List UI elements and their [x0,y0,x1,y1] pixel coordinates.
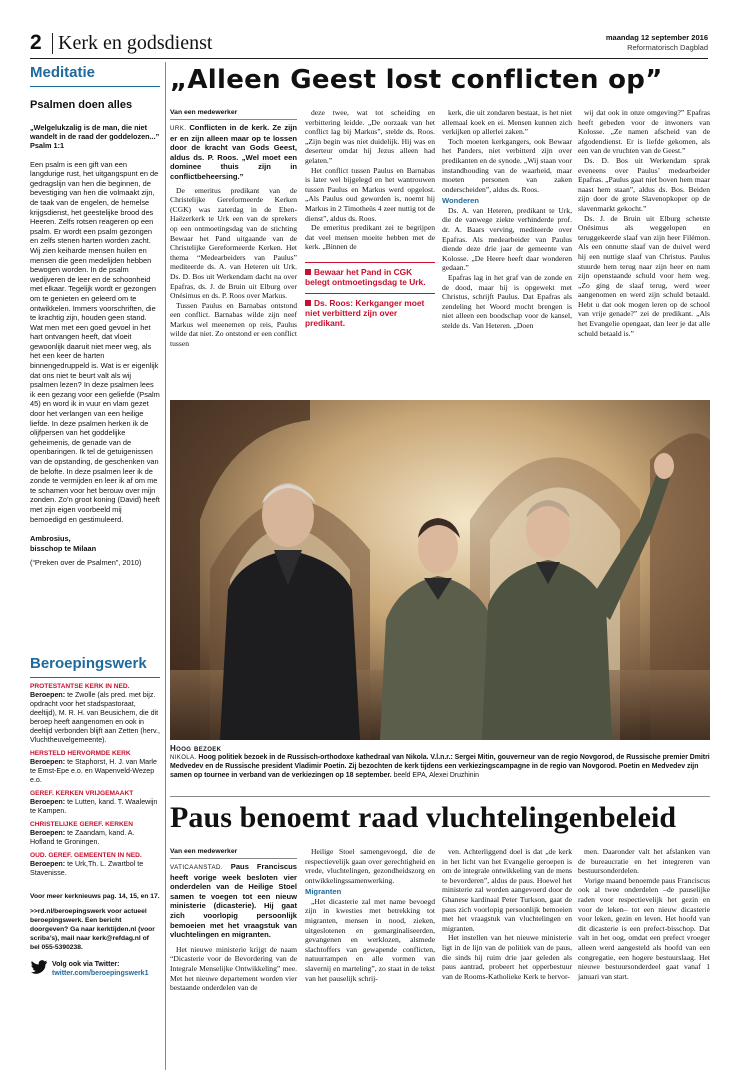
page-number: 2 [30,31,42,54]
article1-col1-text [170,186,297,349]
twitter-bird-icon [30,960,48,975]
twitter-label: Volg ook via Twitter: [52,961,120,968]
twitter-block [30,960,160,978]
article1-lead-text: Conflicten in de kerk. Ze zijn er en zijn alleen maar op te lossen door de kracht van Gods Geest, aldus ds. P. Roos. „Wel moet een dominee thuis zijn in conflictbeheersing.” [170,123,297,181]
beroeping-text: te Staphorst, H. J. van Marle te Emst-Epe e.o. en Wapenveld-Wezep e.o. [30,758,157,784]
article1-column-1 [170,108,297,349]
article1-headline: „Alleen Geest lost conflicten op” [170,65,663,95]
beroepingswerk-label: Beroepingswerk [30,653,160,678]
paragraph: men. Daaronder valt het afslanken van de bureaucratie en het integreren van bestuursonderdelen. [578,847,710,876]
meditatie-source: (“Preken over de Psalmen”, 2010) [30,558,142,568]
church-name: PROTESTANTSE KERK IN NED. [30,683,130,690]
paragraph: kerk, die uit zondaren bestaat, is het niet allemaal koek en ei. Mensen kunnen zich verkijken op allerlei zaken.” [442,108,572,137]
beroeping-entry [30,691,160,745]
beroeping-entry [30,860,160,878]
beroeping-label: Beroepen: [30,691,66,699]
red-square-icon [305,300,311,306]
beroeping-text: te Zwolle (als pred. met bijz. opdracht voor het stadspastoraat, deeltijd), M. R. H. van Beusichem, die dit beroep heeft aangenomen en ook in deeltijd verbonden blijft aan Zetten (herv., Vluchtheuvelgemeente). [30,691,160,744]
photo-caption-place: NIKOLA. [170,755,197,761]
paragraph: Tussen Paulus en Barnabas ontstond een conflict. Barnabas wilde zijn neef Markus wel meenemen op reis, Paulus wilde dat niet. Zo ontstond er een conflict tussen [170,300,297,349]
article2-lead-text: Paus Franciscus heeft vorige week besloten vier onderdelen van de Heilige Stoel samen te voegen tot een nieuw ministerie (dicasterie). Hij gaat zich voorlopig persoonlijk bemoeien met het vraagstuk van vluchtelingen en migranten. [170,862,297,940]
meditatie-title: Psalmen doen alles [30,99,133,111]
paragraph: Heilige Stoel samengevoegd, die de respectievelijk gaan over gerechtigheid en vrede, vluchtelingen, gezondheidszorg en ontwikkelingssamenwerking. [305,847,435,885]
paragraph: Ds. A. van Heteren, predikant te Urk, die de vanwege ziekte verhinderde prof. dr. A. Baars verving, mediteerde over Epafras. Als medearbeider van Paulus diende deze drie jaar de gemeente van Kolosse. „De Heere heeft daar wonderen gedaan.” [442,205,572,273]
article2-dateline: VATICAANSTAD. [170,864,223,871]
meditatie-body: Een psalm is een gift van een langdurige rust, het uitgangspunt en de gedragslijn van hen die beginnen, de bevestiging van hen die volmaakt zijn, de taak van de engelen, de hemelse krijgsdienst, het geestelijke brood des Heeren. Zelfs rotsen reageren op een psalm. Er wordt een psalm gezongen en zelfs stenen harten worden zacht. Wij zien keiharde mensen huilen en mensen die geen medelijden hebben bewogen worden. In de psalm wedijveren de leer en de schoonheid met elkaar. Tegelijk wordt er gezongen om te genieten en geleerd om te ontwikkelen. Immers voorschriften, die te krachtig zijn, houden geen stand. Wat men met een goed gevoel in het hart ontvangen heeft, dat vloeit gewoonlijk daaruit niet meer weg, als het een keer de harten binnengedruppeld is. Wat is er eigenlijk dat ons niet te beurt valt als wij psalmen lezen? In deze psalmen lees ik een gezang voor een geliefde (Psalm 45) en word ik in vuur en vlam gezet door het verlangen van een heilige liefde. In deze psalmen herken ik de olijfpersen van het goddelijke geheimenis, de genade van de openbaringen. Ik tel de getuigenissen van de opstanding, de geschenken van de belofte. In deze psalmen leer ik de zonde te vermijden en leer ik af om me te schamen voor het berouw over mijn zonden. Zo’n groot koning (David) heeft met zijn eigen voorbeeld mij bemoedigd en gestimuleerd. [30,159,160,524]
beroepingswerk-list [30,682,160,878]
article2-col2-text [305,847,435,885]
header-date: maandag 12 september 2016 [605,33,708,42]
paragraph: Ds. D. Bos uit Werkendam sprak eveneens over Paulus’ medearbeider Epafras. „Paulus gaat niet boven hem maar naast hem staan”, aldus ds. Bos. Beiden zijn door de grote Slavenopkoper op de slavenmarkt gekocht.” [578,155,710,213]
photo-caption-text [170,754,710,780]
paragraph: Het conflict tussen Paulus en Barnabas is later wel bijgelegd en het wantrouwen tussen Paulus en Markus werd opgelost. „Als Paulus oud geworden is, noemt hij Markus in 2 Timotheüs 4 zeer nuttig tot de dienst”, aldus ds. Roos. [305,165,435,223]
beroeping-entry [30,798,160,816]
article1-byline: Van een medewerker [170,109,238,116]
article2-column-1 [170,847,297,993]
beroepingswerk-contact: >>rd.nl/beroepingswerk voor actueel beroepingswerk. Een bericht doorgeven? Ga naar kerktijden.nl (voor scriba’s), mail naar kerk@refdag.nl of bel 055-5390238. [30,908,155,951]
paragraph: ven. Achterliggend doel is dat „de kerk in het licht van het Evangelie geroepen is om de integrale ontwikkeling van de mens te bevorderen”, aldus de paus. Hoewel het ministerie zal worden aangevoerd door de Ghanese kardinaal Peter Turkson, gaat de paus zich voorlopig persoonlijk bemoeien met het vraagstuk van vluchtelingen en migranten. [442,847,572,933]
paragraph: Epafras lag in het graf van de zonde en de dood, maar hij is opgewekt met Christus, schrijft Paulus. Dat Epafras als zendeling het Woord mocht brengen is niet alleen een boodschap voor de kansel, stelde ds. Van Heteren. „Doen [442,273,572,330]
article2-top-rule [170,796,710,797]
article2-subhead-migranten: Migranten [305,887,342,897]
article2-column-3 [442,847,572,981]
beroeping-text: te Lutten, kand. T. Waalewijn te Kampen. [30,798,158,815]
paragraph: Het instellen van het nieuwe ministerie ligt in de lijn van de politiek van de paus, die sinds hij ruim drie jaar geleden als paus aantrad, probeert het opperbestuur van de Rooms-Katholieke Kerk te hervor- [442,933,572,981]
meditatie-quote: „Welgelukzalig is de man, die niet wandelt in de raad der goddelozen...” [30,123,160,142]
article1-col3b-text [442,206,572,331]
article1-pull-quote-1: Bewaar het Pand in CGK belegt ontmoetingsdag te Urk. [305,262,435,287]
paragraph: Het nieuwe ministerie krijgt de naam “Dicasterie voor de Bevordering van de Integrale Menselijke Ontwikkeling” mee. Met het nieuwe departement worden vier bestaande onderdelen van de [170,944,297,993]
section-title: Kerk en godsdienst [58,32,213,54]
photo-caption-body: Hoog politiek bezoek in de Russisch-orthodoxe kathedraal van Nikola. V.l.n.r.: Sergei Mitin, gouverneur van de regio Novgorod, de Russische premier Dmitri Medvedev en de Russische president Vladimir Poetin. Zij bezochten de kerk tijdens een verkiezingscampagne in de regio van Novgorod. Poetin en Medvedev zijn samen op tournee in verband van de verkiezingen op 18 september. [170,754,710,779]
beroeping-label: Beroepen: [30,758,66,766]
meditatie-author-role: bisschop te Milaan [30,543,97,553]
paragraph: deze twee, wat tot scheiding en verbittering leidde. „De oorzaak van het conflict lag bij Markus”, stelde ds. Roos. „Zijn begin was niet duidelijk. Hij was en deserteur omdat hij Jezus alleen had gelaten.” [305,108,435,165]
paragraph: De emeritus predikant van de Christelijke Gereformeerde Kerken (CGK) was zaterdag in de Eben-Haëzerkerk te Urk een van de sprekers op een ontmoetingsdag van de stichting Bewaar het Pand uitgaande van de Christelijke Gereformeerde Kerken. Het thema “Medearbeiders van Paulus” mediteerde ds. A. van Heteren uit Urk. Ds. D. Bos uit Werkendam dacht na over Epafras, ds. J. de Bruin uit Elburg over Onésimus en ds. P. Roos over Markus. [170,185,297,301]
paragraph: wij dat ook in onze omgeving?” Epafras heeft gebeden voor de inwoners van Kolosse. „Ze namen afscheid van de afgodendienst. Er is liefde gekomen, als een van de vruchten van de Geest.” [578,108,710,156]
meditatie-author: Ambrosius, [30,534,71,544]
article1-col3-text [442,108,572,194]
meditatie-label: Meditatie [30,62,160,87]
photo-credit: beeld EPA, Alexei Druzhinin [393,771,479,779]
church-name: CHRISTELIJKE GEREF. KERKEN [30,821,133,828]
header-publication: Reformatorisch Dagblad [627,43,708,52]
paragraph: De emeritus predikant zei te begrijpen dat veel mensen moeite hebben met de kerk. „Binnen de [305,223,435,252]
more-news: Voor meer kerknieuws pag. 14, 15, en 17. [30,893,160,900]
beroeping-entry [30,758,160,785]
church-name: HERSTELD HERVORMDE KERK [30,750,131,757]
paragraph: Toch moeten kerkgangers, ook Bewaar het Panders, niet verbitterd zijn over predikanten en de synode. „Wij staan voor instandhouding van de waarheid, maar moeten personen van zaken onderscheiden”, aldus ds. Roos. [442,136,572,194]
beroepingswerk-box [30,653,160,978]
church-name: GEREF. KERKEN VRIJGEMAAKT [30,790,134,797]
cathedral-photo-image [170,400,710,740]
article2-headline: Paus benoemt raad vluchtelingenbeleid [170,801,677,834]
header-rule [30,58,708,59]
article1-pull-quote-2: Ds. Roos: Kerkganger moet niet verbitterd zijn over predikant. [305,293,435,328]
article1-col4-text [578,108,710,338]
article1-column-3 [442,108,572,331]
article1-column-2 [305,108,435,328]
photo-caption [170,744,710,780]
beroeping-entry [30,829,160,847]
column-divider [165,62,166,1070]
article2-byline: Van een medewerker [170,848,238,855]
article2-col2b-text [305,897,435,983]
article2-col1-text [170,945,297,993]
article1-lead [170,123,297,182]
article1-col2-text [305,108,435,252]
paragraph: Ds. J. de Bruin uit Elburg schetste Onésimus als weggelopen en teruggekeerde slaaf van zijn heer Filémon. Als een onnutte slaaf van de duivel werd hij een nuttige slaaf van Christus. Paulus stuurde hem terug naar zijn heer en nam zijn openstaande schuld voor hem weg. „Zo ging de slaaf terug, werd weer aangenomen en werd zijn schuld betaald. Hebt u dat ook mogen leren op de school van vrije genade?” zei de predikant. „Als het Evangelie opengaat, dan leer je dat alle schuld betaald is.” [578,213,710,338]
article1-column-4 [578,108,710,338]
header-divider [52,33,53,54]
paragraph: Vorige maand benoemde paus Franciscus ook al twee onderdelen –de pauselijke raden voor respectievelijk het gezin en voor de leken– tot een nieuw dicasterie voor leken, gezin en leven. Het hoofd van dit dicasterie is een prefect-bisschop. Dat valt in het oog, omdat een prefect vroeger alleen werd aangesteld als hoofd van een congregatie, een hogere bestuurslaag. Het nieuwe bestuursonderdeel gaat vanaf 1 januari van start. [578,875,710,981]
beroeping-label: Beroepen: [30,798,66,806]
photo-caption-head: Hoog bezoek [170,744,222,753]
article1-dateline: URK. [170,125,187,132]
article2-col3-text [442,847,572,981]
article2-lead [170,862,297,940]
beroeping-label: Beroepen: [30,829,66,837]
article2-col4-text [578,847,710,981]
news-photo [170,400,710,740]
beroeping-text: te Urk,Th. L. Zwartbol te Stavenisse. [30,860,144,877]
beroeping-label: Beroepen: [30,860,66,868]
twitter-link[interactable]: twitter.com/beroepingswerk1 [52,970,149,977]
beroeping-text: te Zaandam, kand. A. Hofland te Groningen. [30,829,135,846]
meditatie-quote-ref: Psalm 1:1 [30,141,65,151]
paragraph: „Het dicasterie zal met name bevoegd zijn in kwesties met betrekking tot migranten, mensen in nood, zieken, uitgeslotenen en gemarginaliseerden, gevangenen en werklozen, alsmede slachtoffers van gewapende conflicten, natuurrampen en alle vormen van slavernij en marteling”, zo staat in de tekst van het pauselijk schrij- [305,896,435,983]
article2-column-4 [578,847,710,981]
article2-column-2 [305,847,435,983]
article1-subhead-wonderen: Wonderen [442,196,479,206]
red-square-icon [305,269,311,275]
sidebar [30,62,160,568]
church-name: OUD. GEREF. GEMEENTEN IN NED. [30,852,142,859]
